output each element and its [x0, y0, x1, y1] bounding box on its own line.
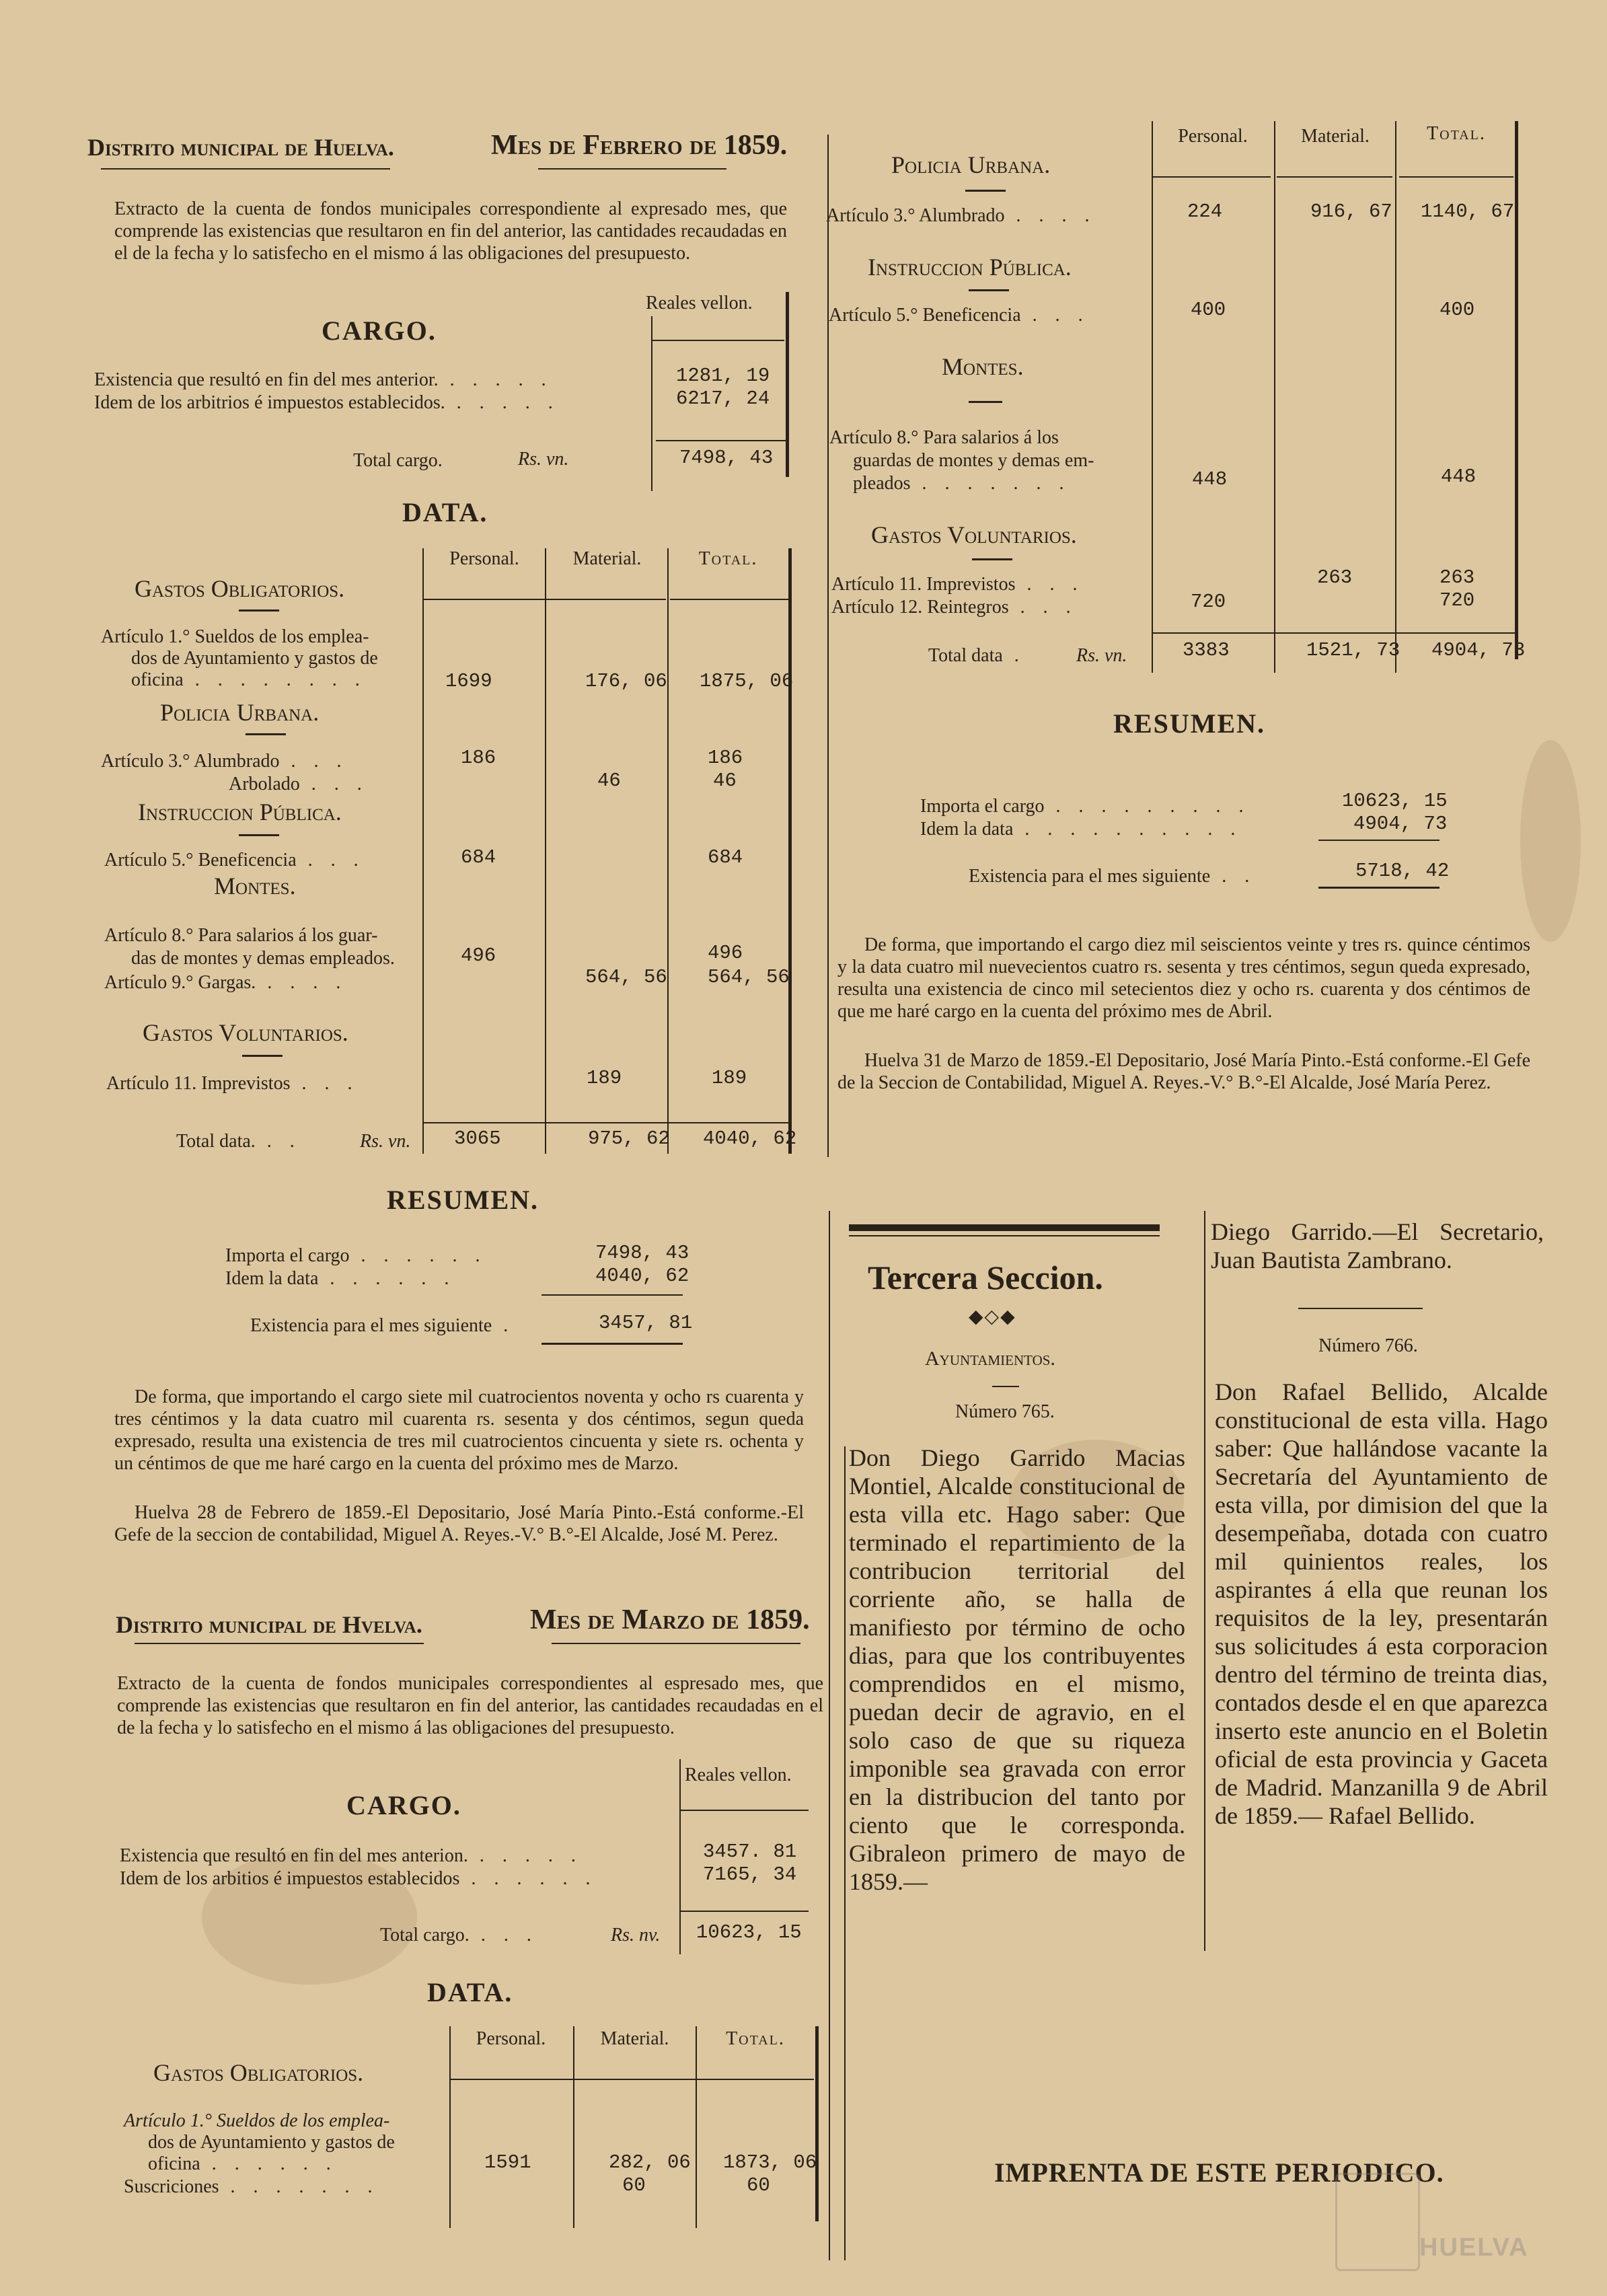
mar-susc-total: 60: [747, 2174, 770, 2196]
feb-signature: Huelva 28 de Febrero de 1859.-El Depositario, José María Pinto.-Está conforme.-El Gefe de la seccion de contabilidad, Miguel A. Reyes.-V.° B.°-El Alcalde, José M. Perez.: [114, 1502, 804, 1545]
feb-total-cargo-value: 7498, 43: [679, 447, 774, 469]
mar-cont-art12: Artículo 12. Reintegros . . .: [831, 597, 1078, 618]
feb-closing-text: De forma, que importando el cargo siete mil cuatrocientos noventa y ocho rs cuarenta y tres céntimos y la data cuatro mil cuarenta rs. sesenta y dos céntimos, segun queda expresado, resulta una existencia de tres mil cuatrocientos cincuenta y siete rs. ochenta y un céntimos de que me haré cargo en la cuenta del próximo mes de Marzo.: [114, 1386, 804, 1474]
feb-arbolado-total: 46: [713, 770, 737, 792]
mar-cont-total-data-unit: Rs. vn.: [1076, 645, 1127, 666]
feb-total-data-label: Total data. . .: [176, 1131, 301, 1152]
mar-cont-resumen-title: RESUMEN.: [1113, 708, 1266, 739]
mar-cont-total-data-material: 1521, 73: [1306, 639, 1400, 661]
feb-rule-right: [538, 168, 726, 170]
feb-data-title: DATA.: [402, 497, 488, 527]
feb-resumen-title: RESUMEN.: [387, 1185, 539, 1215]
feb-art11-total: 189: [712, 1067, 747, 1089]
feb-art8-line1: Artículo 8.° Para salarios á los guar-: [104, 925, 378, 946]
mar-arbitios-label: Idem de los arbitios é impuestos establecidos . . . . . .: [120, 1868, 597, 1889]
mar-suscriciones: Suscriciones . . . . . . .: [124, 2176, 379, 2197]
feb-montes: Montes.: [214, 873, 296, 899]
mar-data-title: DATA.: [427, 1977, 513, 2007]
feb-art1-total: 1875, 06: [700, 670, 794, 692]
feb-total-data-total: 4040, 62: [703, 1127, 797, 1150]
numero-766: Número 766.: [1318, 1335, 1418, 1356]
feb-col-total: Total.: [698, 548, 758, 569]
imprenta-footer: IMPRENTA DE ESTE PERIODICO.: [994, 2157, 1444, 2188]
tercera-subtitle: Ayuntamientos.: [925, 1347, 1055, 1370]
mar-art1-line3: oficina . . . . . .: [148, 2153, 338, 2174]
feb-art1-line3: oficina . . . . . . . .: [131, 669, 367, 690]
mar-cont-policia-urbana: Policia Urbana.: [891, 151, 1051, 178]
huelva-seal-icon: [1335, 2173, 1420, 2271]
feb-total-data-material: 975, 62: [588, 1127, 670, 1150]
mar-cont-art8-line3: pleados . . . . . . .: [853, 473, 1071, 494]
feb-extract: Extracto de la cuenta de fondos municipales correspondiente al expresado mes, que comprende las existencias que resultaron en fin del anterior, las cantidades recaudadas en el de la fecha y lo satisfecho en el mismo á las obligaciones del presupuesto.: [114, 198, 787, 264]
feb-art9-material: 564, 56: [585, 966, 667, 988]
mar-col-personal: Personal.: [476, 2028, 546, 2049]
mar-extract: Extracto de la cuenta de fondos municipales correspondientes al espresado mes, que comprende las existencias que resultaron en fin del anterior, las cantidades recaudadas en el de la fecha y lo satisfecho en el mismo á las obligaciones del presupuesto.: [117, 1673, 823, 1738]
edict-766-text: Don Rafael Bellido, Alcalde constitucional de esta villa. Hago saber: Que hallándose vacante la Secretaría del Ayuntamiento de esta villa, por dimision del que la desempeñaba, dotada con cuatro mil quinientos reales, los aspirantes á ella que reunan los requisitos de la ley, presentarán sus solicitudes á esta corporacion dentro del término de treinta dias, contados desde el en que aparezca inserto este anuncio en el Boletin oficial de esta provincia y Gaceta de Madrid. Manzanilla 9 de Abril de 1859.— Rafael Bellido.: [1215, 1378, 1548, 1829]
watermark-huelva: HUELVA: [1419, 2233, 1529, 2262]
mar-cont-art3-material: 916, 67: [1310, 200, 1392, 223]
edict-765-continuation: Diego Garrido.—El Secretario, Juan Bautista Zambrano.: [1211, 1218, 1544, 1273]
numero-765: Número 765.: [955, 1401, 1055, 1422]
feb-cargo-title: CARGO.: [322, 316, 437, 346]
mar-cargo-title: CARGO.: [346, 1790, 461, 1820]
mar-total-cargo-value: 10623, 15: [696, 1921, 802, 1943]
mar-cont-total-data-label: Total data .: [928, 645, 1026, 666]
mar-cont-art3-personal: 224: [1187, 200, 1223, 223]
feb-total-data-personal: 3065: [454, 1127, 501, 1150]
feb-header-left: Distrito municipal de Huelva.: [87, 134, 394, 161]
feb-policia-urbana: Policia Urbana.: [160, 699, 320, 726]
feb-arbitrios-value: 6217, 24: [676, 387, 770, 410]
mar-cont-resumen-existencia: Existencia para el mes siguiente . .: [969, 866, 1257, 887]
mar-cont-art5-personal: 400: [1191, 299, 1226, 321]
mar-cont-total-data-total: 4904, 73: [1431, 639, 1526, 661]
feb-art1-line2: dos de Ayuntamiento y gastos de: [131, 648, 378, 669]
mar-header-left: Distrito municipal de Hvelva.: [116, 1611, 422, 1638]
mar-cont-art8-line1: Artículo 8.° Para salarios á los: [829, 427, 1059, 448]
feb-art3-total: 186: [708, 747, 743, 769]
mar-cont-col-personal: Personal.: [1178, 126, 1248, 147]
feb-art8-personal: 496: [461, 945, 496, 967]
feb-total-cargo-label: Total cargo.: [353, 450, 443, 471]
tercera-ornament: ◆◇◆: [969, 1306, 1016, 1327]
mar-art1-line1: Artículo 1.° Sueldos de los emplea-: [124, 2110, 390, 2131]
feb-instruccion-publica: Instruccion Pública.: [138, 799, 342, 825]
mar-arbitios-value: 7165, 34: [703, 1863, 797, 1886]
mar-col-total: Total.: [726, 2028, 785, 2049]
mar-cont-art11-material: 263: [1317, 566, 1353, 589]
mar-cont-art8-line2: guardas de montes y demas em-: [853, 450, 1094, 471]
edict-765-text: Don Diego Garrido Macias Montiel, Alcalde constitucional de esta villa etc. Hago saber: Que terminado el repartimiento de la contribucion territorial del corriente año, se halla de manifiesto por término de ocho dias, para que los contribuyentes comprendidos en el mismo, puedan decir de agravio, en el solo caso de que su riqueza imponible sea gravada con error en la distribucion del tanto por ciento que le corresponda. Gibraleon primero de mayo de 1859.—: [849, 1444, 1185, 1895]
feb-art1-material: 176, 06: [585, 670, 667, 692]
mar-cont-art8-total: 448: [1441, 466, 1477, 488]
feb-resumen-data-value: 4040, 62: [595, 1265, 689, 1287]
feb-col-material: Material.: [572, 548, 642, 569]
mar-cont-resumen-existencia-value: 5718, 42: [1355, 860, 1450, 882]
tercera-title: Tercera Seccion.: [868, 1259, 1103, 1296]
feb-arbolado: Arbolado . . .: [229, 774, 369, 794]
mar-art1-total: 1873, 06: [723, 2151, 817, 2174]
feb-existencia-value: 1281, 19: [676, 365, 770, 387]
feb-art5-total: 684: [708, 846, 743, 868]
mar-cont-art11: Artículo 11. Imprevistos . . .: [831, 574, 1084, 595]
feb-total-data-unit: Rs. vn.: [360, 1131, 411, 1152]
mar-col-material: Material.: [600, 2028, 669, 2049]
feb-art3: Artículo 3.° Alumbrado . . .: [101, 751, 348, 772]
feb-arbolado-material: 46: [597, 770, 621, 792]
mar-cont-montes: Montes.: [942, 353, 1024, 380]
mar-cont-art12-personal: 720: [1191, 591, 1226, 613]
mar-cont-gastos-voluntarios: Gastos Voluntarios.: [871, 521, 1077, 548]
feb-col-personal: Personal.: [449, 548, 519, 569]
mar-cont-art3-total: 1140, 67: [1421, 200, 1515, 223]
feb-art8-line2: das de montes y demas empleados.: [131, 948, 395, 969]
mar-cont-resumen-data: Idem la data . . . . . . . . . .: [920, 819, 1242, 840]
mar-gastos-obligatorios: Gastos Obligatorios.: [153, 2059, 364, 2086]
feb-art11-material: 189: [587, 1067, 622, 1089]
mar-reales-vellon: Reales vellon.: [685, 1765, 792, 1785]
mar-cont-total-data-personal: 3383: [1183, 639, 1230, 661]
feb-arbitrios-label: Idem de los arbitrios é impuestos establecidos. . . . . .: [94, 392, 560, 413]
mar-total-cargo-unit: Rs. nv.: [611, 1925, 661, 1946]
mar-art1-material: 282, 06: [609, 2151, 691, 2174]
mar-cont-art8-personal: 448: [1192, 468, 1228, 490]
mar-existencia-label: Existencia que resultó en fin del mes anterion. . . . . .: [120, 1845, 583, 1866]
feb-art5: Artículo 5.° Beneficencia . . .: [104, 850, 365, 871]
feb-art1-personal: 1699: [445, 670, 492, 692]
feb-resumen-existencia-value: 3457, 81: [599, 1312, 693, 1334]
mar-susc-material: 60: [622, 2174, 646, 2196]
feb-gastos-voluntarios: Gastos Voluntarios.: [143, 1019, 348, 1046]
mar-cont-signature: Huelva 31 de Marzo de 1859.-El Depositario, José María Pinto.-Está conforme.-El Gefe de la Seccion de Contabilidad, Miguel A. Reyes.-V.° B.°-El Alcalde, José María Perez.: [837, 1050, 1530, 1093]
feb-art9: Artículo 9.° Gargas. . . . .: [104, 972, 348, 993]
feb-art5-personal: 684: [461, 846, 496, 868]
feb-header-right: Mes de Febrero de 1859.: [491, 130, 788, 161]
feb-total-cargo-unit: Rs. vn.: [518, 449, 569, 470]
feb-resumen-existencia: Existencia para el mes siguiente .: [250, 1315, 515, 1336]
mar-cont-art11-total: 263: [1440, 566, 1475, 589]
mar-cont-art5: Artículo 5.° Beneficencia . . .: [829, 305, 1090, 326]
mar-existencia-value: 3457. 81: [703, 1841, 797, 1863]
mar-cont-closing-text: De forma, que importando el cargo diez mil seiscientos veinte y tres rs. quince céntimos y la data cuatro mil nuevecientos cuatro rs. sesenta y tres céntimos, segun queda expresado, resulta una existencia de cinco mil setecientos diez y ocho rs. cuarenta y dos céntimos de que me haré cargo en la cuenta del próximo mes de Abril.: [837, 934, 1530, 1022]
mar-cont-col-material: Material.: [1301, 126, 1370, 147]
feb-art11: Artículo 11. Imprevistos . . .: [106, 1073, 359, 1094]
feb-art8-total: 496: [708, 942, 743, 964]
mar-cont-art3: Artículo 3.° Alumbrado . . . .: [826, 205, 1096, 226]
mar-art1-personal: 1591: [484, 2151, 531, 2174]
feb-resumen-cargo-value: 7498, 43: [595, 1242, 689, 1264]
feb-rule-left: [101, 168, 390, 170]
feb-art1-line1: Artículo 1.° Sueldos de los emplea-: [101, 626, 369, 647]
mar-cont-instruccion-publica: Instruccion Pública.: [868, 254, 1072, 281]
feb-resumen-data: Idem la data . . . . . .: [225, 1268, 456, 1289]
tercera-heavy-rule: [849, 1224, 1160, 1231]
mar-cont-resumen-cargo-value: 10623, 15: [1342, 790, 1448, 812]
mar-cont-art12-total: 720: [1440, 589, 1475, 612]
mar-header-right: Mes de Marzo de 1859.: [530, 1604, 810, 1635]
mar-cont-resumen-data-value: 4904, 73: [1353, 813, 1448, 835]
feb-art3-personal: 186: [461, 747, 496, 769]
mar-cont-resumen-cargo: Importa el cargo . . . . . . . . .: [920, 796, 1250, 817]
mar-cont-art5-total: 400: [1440, 299, 1475, 321]
feb-gastos-obligatorios: Gastos Obligatorios.: [135, 575, 345, 602]
feb-reales-vellon: Reales vellon.: [646, 293, 753, 313]
mar-total-cargo-label: Total cargo. . . .: [380, 1925, 538, 1946]
feb-resumen-cargo: Importa el cargo . . . . . .: [225, 1245, 487, 1266]
feb-art9-total: 564, 56: [708, 966, 790, 988]
feb-existencia-label: Existencia que resultó en fin del mes anterior. . . . . .: [94, 369, 553, 390]
mar-cont-col-total: Total.: [1427, 123, 1486, 144]
mar-art1-line2: dos de Ayuntamiento y gastos de: [148, 2132, 395, 2153]
